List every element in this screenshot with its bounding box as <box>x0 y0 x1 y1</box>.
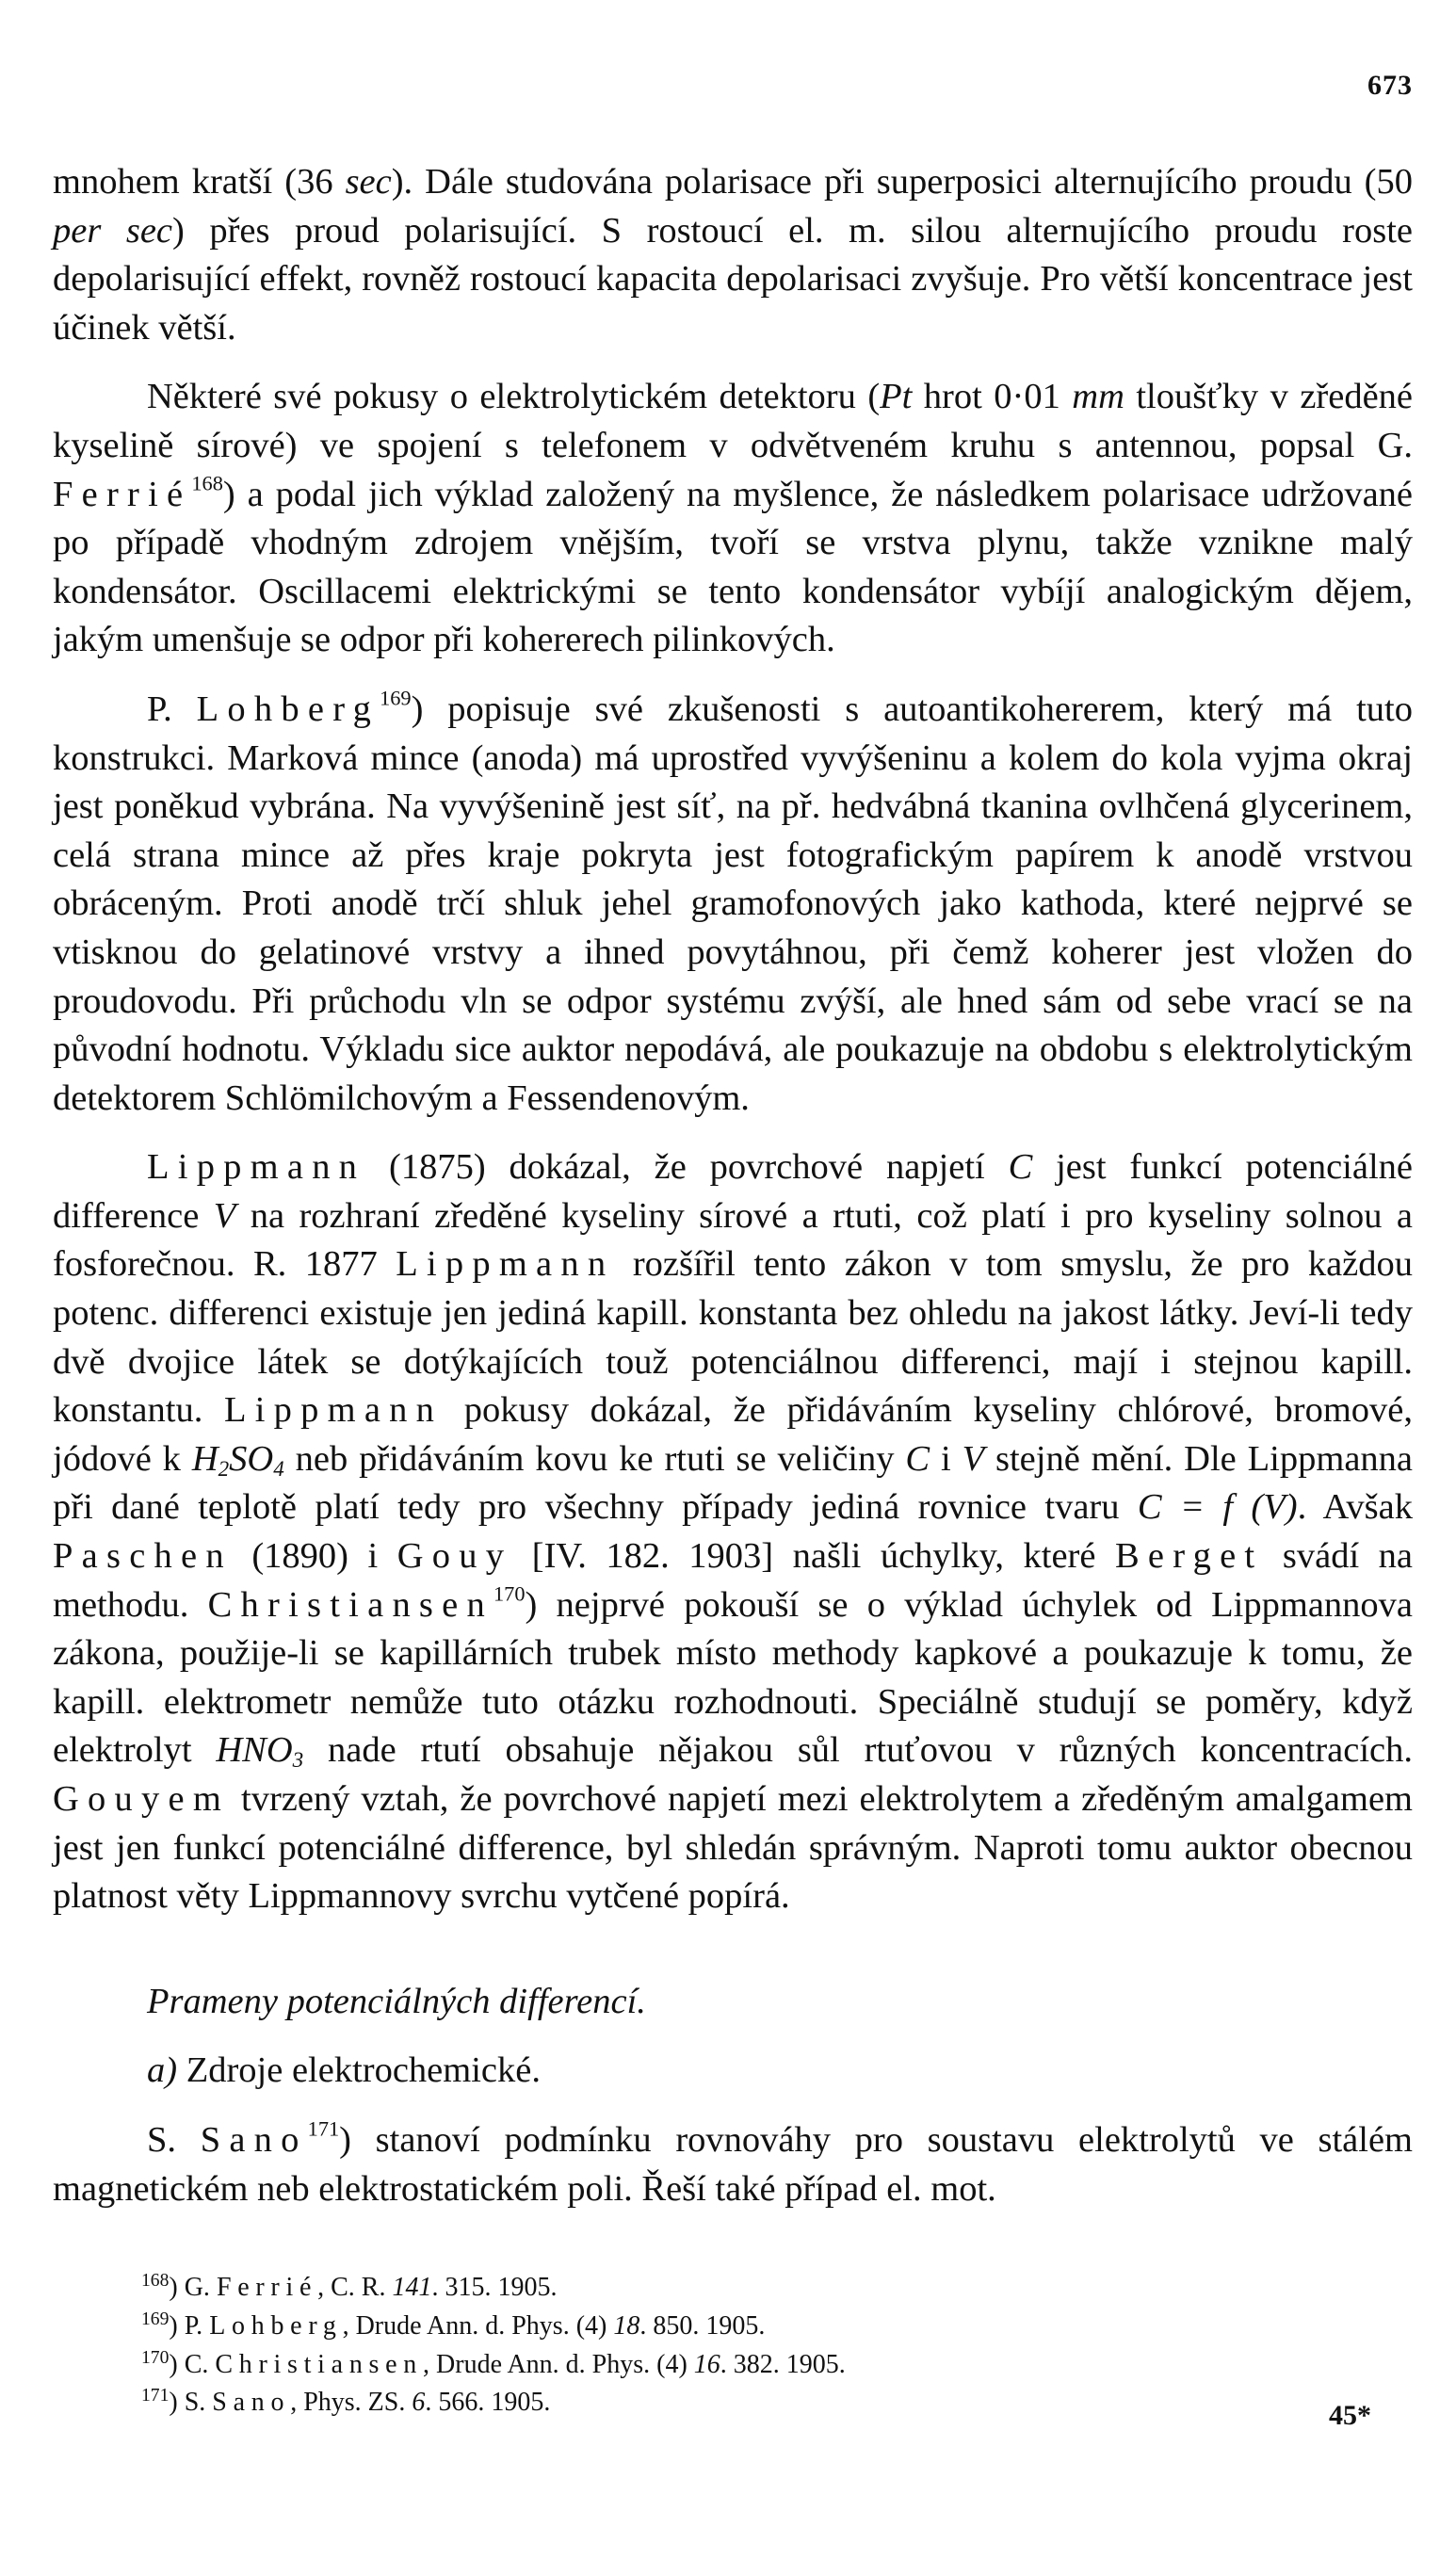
author-name: Paschen <box>53 1536 233 1577</box>
footnote-ref: 170 <box>493 1580 526 1605</box>
footnote-169: $^{169}$) P. Lohberg, Drude Ann. d. Phys. (4) 18. 850. 1905. <box>141 2309 766 2341</box>
author-name: Berget <box>1114 1536 1264 1577</box>
author-name: Lohberg <box>196 689 380 729</box>
paragraph-polarisation: mnohem kratší (36 sec). Dále studována polarisace při superposici alternujícího proudu (50 per sec) přes proud polarisující. S rostoucí el. m. silou alternujícího proudu roste depolarisující effekt, rovněž rostoucí kapacita depolarisaci zvyšuje. Pro větší koncentrace jest účinek větší. <box>53 162 1414 348</box>
page-number: 673 <box>1367 70 1413 101</box>
footnote-ref: 169 <box>380 686 412 710</box>
footnote-170: $^{170}$) C. Christiansen, Drude Ann. d. Phys. (4) 16. 382. 1905. <box>141 2347 846 2379</box>
footnote-171: $^{171}$) S. Sano, Phys. ZS. 6. 566. 1905. <box>141 2386 551 2418</box>
subsection-heading: a) Zdroje elektrochemické. <box>147 2050 541 2091</box>
chemical-formula: $HNO_3$ <box>216 1730 304 1773</box>
chemical-formula: $H_2SO_4$ <box>191 1438 284 1481</box>
author-name: Ferrié <box>53 474 192 514</box>
author-name: Christiansen <box>207 1584 493 1625</box>
paragraph-ferrie: Některé své pokusy o elektrolytickém detektoru (Pt hrot 0·01 mm tloušťky v zředěné kyselině sírové) ve spojení s telefonem v odvětveném kruhu s antennou, popsal G. Ferrié$^{168}$) a podal jich výklad založený na myšlence, že následkem polarisace udržované po případě vhodným zdrojem vnějším, tvoří se vrstva plynu, takže vznikne malý kondensátor. Oscillacemi elektrickými se tento kondensátor vybíjí analogickým dějem, jakým umenšuje se odpor při kohererech pilinkových. <box>53 377 1413 660</box>
footnote-168: $^{168}$) G. Ferrié, C. R. 141. 315. 1905. <box>141 2271 558 2302</box>
footnotes <box>141 2265 1271 2419</box>
section-heading: Prameny potenciálných differencí. <box>147 1981 646 2021</box>
author-name: Lippmann <box>396 1244 615 1285</box>
signature-mark: 45* <box>1329 2400 1371 2431</box>
paragraph-sano: S. Sano$^{171}$) stanoví podmínku rovnováhy pro soustavu elektrolytů ve stálém magnetickém neb elektrostatickém poli. Řeší také případ el. mot. <box>53 2116 1413 2209</box>
equation: C = f (V) <box>1137 1487 1298 1528</box>
paragraph-lippmann: Lippmann (1875) dokázal, že povrchové napjetí C jest funkcí potenciálné difference V na rozhraní zředěné kyseliny sírové a rtuti, což platí i pro kyseliny solnou a fosforečnou. R. 1877 Lippmann rozšířil tento zákon v tom smyslu, že pro každou potenc. differenci existuje jen jediná kapill. konstanta bez ohledu na jakost látky. Jeví-li tedy dvě dvojice látek se dotýkajících touž potenciálnou differenci, mají i stejnou kapill. konstantu. Lippmann pokusy dokázal, že přidáváním kyseliny chlórové, bromové, jódové k $H_2SO_4$ neb přidáváním kovu ke rtuti se veličiny C i V stejně mění. Dle Lippmanna při dané teplotě platí tedy pro všechny případy jediná rovnice tvaru C = f (V). Avšak Paschen (1890) i Gouy [IV. 182. 1903] našli úchylky, které Berget svádí na methodu. Christiansen$^{170}$) nejprvé pokouší se o výklad úchylek od Lippmannova zákona, použije-li se kapillárních trubek místo methody kapkové a poukazuje k tomu, že kapill. elektrometr nemůže tuto otázku rozhodnouti. Speciálně studují se poměry, když elektrolyt $HNO_3$ nade rtutí obsahuje nějakou sůl rtuťovou v různých koncentracích. Gouyem tvrzený vztah, že povrchové napjetí mezi elektrolytem a zředěným amalgamem jest jen funkcí potenciálné difference, byl shledán správným. Naproti tomu auktor obecnou platnost věty Lippmannovy svrchu vytčené popírá. <box>53 1147 1413 1917</box>
author-name: Sano <box>200 2119 308 2160</box>
body-text <box>53 158 1413 2213</box>
author-name: Gouyem <box>53 1779 231 1819</box>
author-name: Lippmann <box>223 1390 444 1431</box>
author-name: Gouy <box>396 1536 513 1577</box>
footnote-ref: 171 <box>307 2116 340 2141</box>
paragraph-lohberg: P. Lohberg$^{169}$) popisuje své zkušenosti s autoantikohererem, který má tuto konstrukci. Marková mince (anoda) má uprostřed vyvýšeninu a kolem do kola vyjma okraj jest poněkud vybrána. Na vyvýšenině jest síť, na př. hedvábná tkanina ovlhčená glycerinem, celá strana mince až přes kraje pokryta jest fotografickým papírem k anodě vrstvou obráceným. Proti anodě trčí shluk jehel gramofonových jako kathoda, které nejprvé se vtisknou do gelatinové vrstvy a ihned povytáhnou, při čemž koherer jest vložen do proudovodu. Při průchodu vln se odpor systému zvýší, ale hned sám od sebe vrací se na původní hodnotu. Výkladu sice auktor nepodává, ale poukazuje na obdobu s elektrolytickým detektorem Schlömilchovým a Fessendenovým. <box>53 686 1413 1118</box>
author-name: Lippmann <box>147 1147 366 1188</box>
footnote-ref: 168 <box>191 470 223 494</box>
